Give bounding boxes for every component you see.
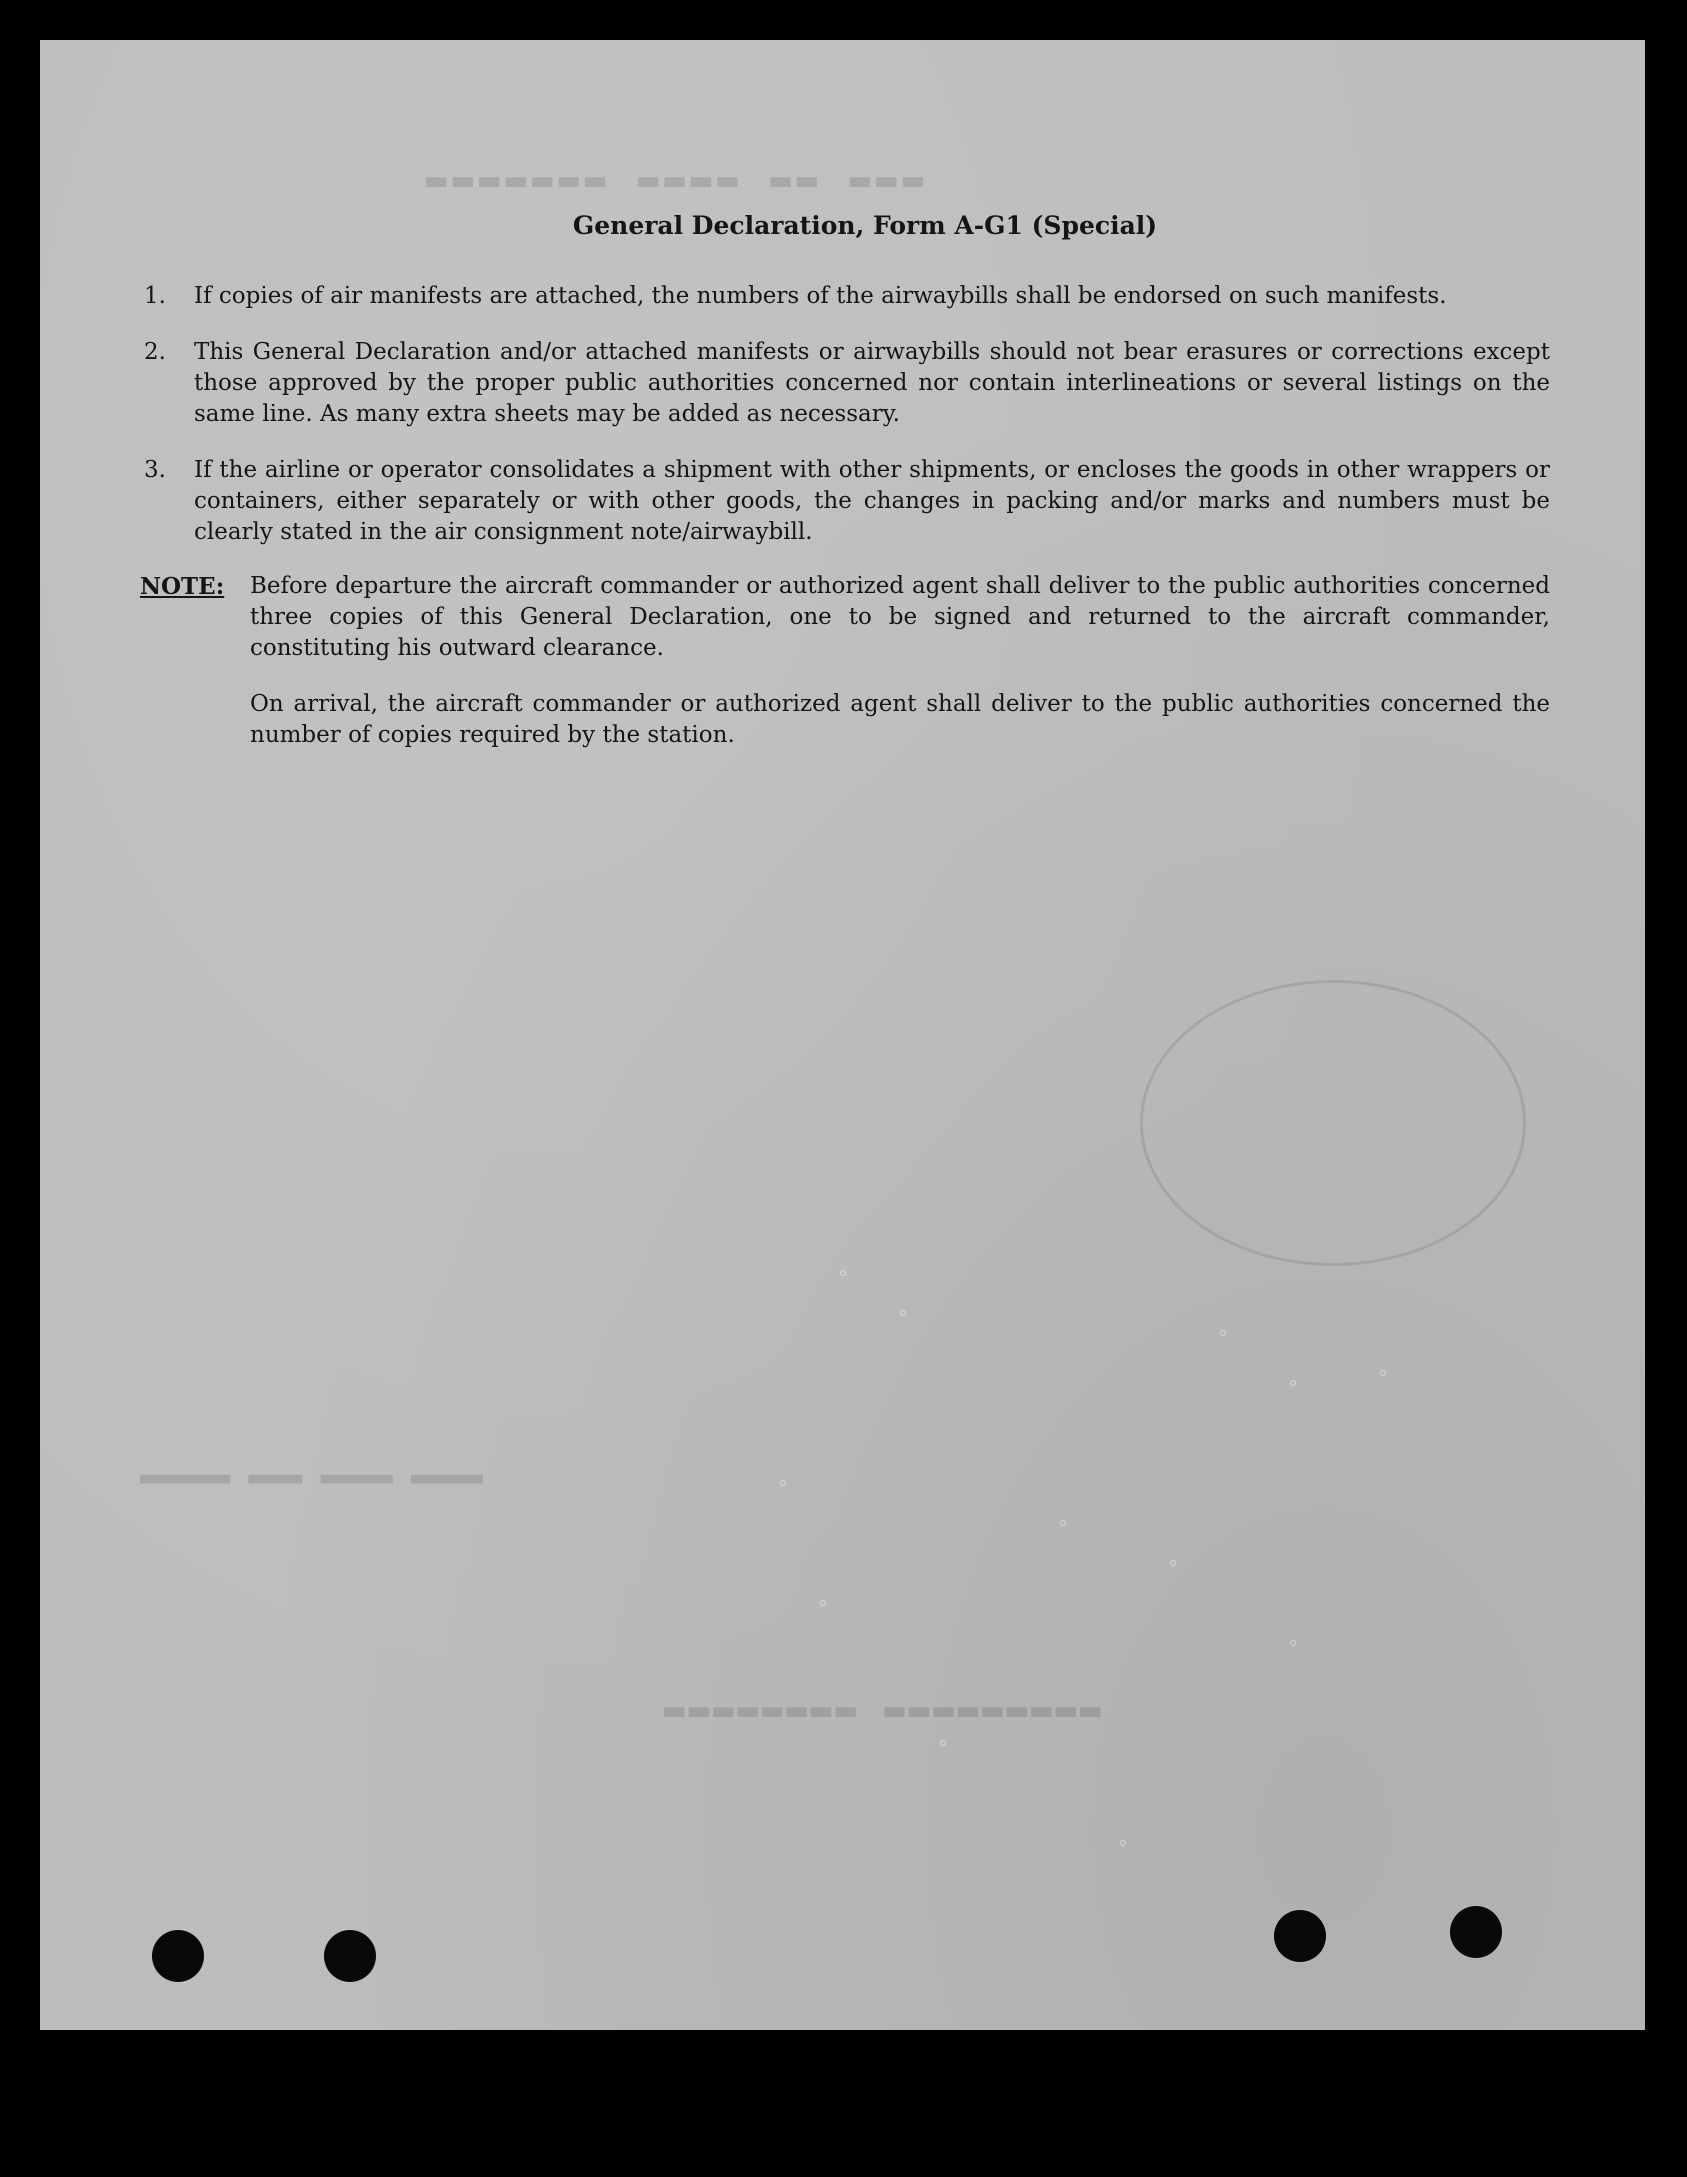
note-label: NOTE: xyxy=(140,573,225,600)
list-item xyxy=(140,455,1550,548)
item-number: 2. xyxy=(144,339,166,365)
note-body xyxy=(250,571,1550,776)
speckle xyxy=(1380,1370,1386,1376)
speckle xyxy=(1060,1520,1066,1526)
list-item xyxy=(140,337,1550,430)
note-section xyxy=(140,571,1550,776)
bleed-through-text: ▬▬▬▬▬▬▬▬▬ ▬▬▬▬▬▬▬▬ xyxy=(660,1690,1101,1730)
punch-hole xyxy=(152,1930,204,1982)
page-title: General Declaration, Form A-G1 (Special) xyxy=(572,211,1158,240)
note-paragraph: On arrival, the aircraft commander or authorized agent shall deliver to the public authorities concerned the number of copies required by the station. xyxy=(250,691,1550,748)
punch-hole xyxy=(324,1930,376,1982)
declaration-text xyxy=(140,210,1550,776)
punch-hole xyxy=(1450,1906,1502,1958)
item-text: If the airline or operator consolidates a shipment with other shipments, or encloses the goods in other wrappers or containers, either separately or with other goods, the changes in packing and/or marks and numbers must be clearly stated in the air consignment note/airwaybill. xyxy=(194,457,1550,545)
speckle xyxy=(1290,1380,1296,1386)
punch-hole xyxy=(1274,1910,1326,1962)
item-text: This General Declaration and/or attached manifests or airwaybills should not bear erasures or corrections except those approved by the proper public authorities concerned nor contain interlineations or several listings on the same line. As many extra sheets may be added as necessary. xyxy=(194,339,1550,427)
speckle xyxy=(900,1310,906,1316)
speckle xyxy=(1290,1640,1296,1646)
speckle xyxy=(1120,1840,1126,1846)
item-number: 1. xyxy=(144,283,166,309)
item-text: If copies of air manifests are attached, the numbers of the airwaybills shall be endorsed on such manifests. xyxy=(194,283,1447,309)
speckle xyxy=(1220,1330,1226,1336)
speckle xyxy=(840,1270,846,1276)
speckle xyxy=(940,1740,946,1746)
bleed-through-text: ▬▬▬ ▬▬ ▬▬▬▬ ▬▬▬▬▬▬▬ xyxy=(420,160,923,200)
speckle xyxy=(1170,1560,1176,1566)
speckle xyxy=(820,1600,826,1606)
bleed-through-text: ▬▬▬▬ ▬▬▬▬ ▬▬▬ ▬▬▬▬▬ xyxy=(140,1460,484,1495)
speckle xyxy=(780,1480,786,1486)
item-number: 3. xyxy=(144,457,166,483)
faint-stamp-mark xyxy=(1140,980,1526,1266)
note-paragraph: Before departure the aircraft commander or authorized agent shall deliver to the public authorities concerned three copies of this General Declaration, one to be signed and returned to the aircraft commander, constituting his outward clearance. xyxy=(250,573,1550,661)
list-item xyxy=(140,281,1550,312)
document-page xyxy=(40,40,1645,2030)
